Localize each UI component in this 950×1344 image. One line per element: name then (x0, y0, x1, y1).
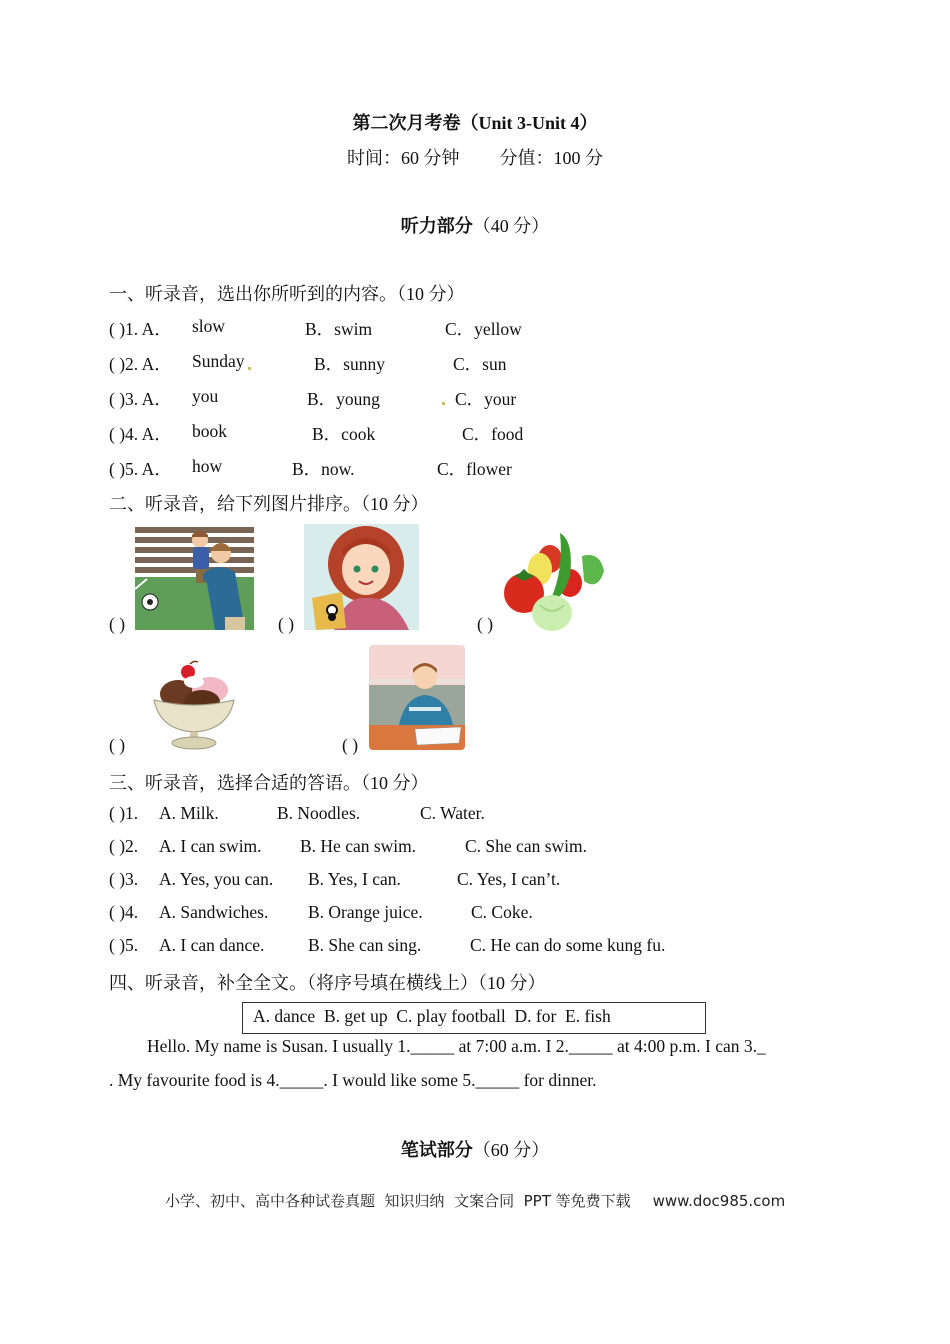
question-number: ( )3. (109, 869, 139, 889)
option-a: A. I can dance. (159, 935, 265, 955)
answer-paren: ( ) (109, 735, 126, 755)
option-c: C. Coke. (471, 902, 533, 922)
part1-heading: 一、听录音，选出你所听到的内容。（10 分） (109, 284, 465, 304)
written-section-heading: 笔试部分（60 分） (400, 1140, 550, 1160)
answer-paren: ( ) (342, 735, 359, 755)
option-b: B. Yes, I can. (308, 869, 401, 889)
option-a: slow (192, 316, 226, 336)
option-a: A. Sandwiches. (159, 902, 269, 922)
question-number: ( )5. A． (109, 459, 172, 479)
picture-vegetables (500, 521, 606, 631)
question-number: ( )5. (109, 935, 139, 955)
answer-paren: ( ) (278, 614, 295, 634)
option-a: A. Yes, you can. (159, 869, 274, 889)
answer-paren: ( ) (477, 614, 494, 634)
part4-heading: 四、听录音，补全全文。（将序号填在横线上）（10 分） (109, 973, 546, 993)
option-b: B. Noodles. (277, 803, 361, 823)
question-number: ( )2. (109, 836, 139, 856)
option-b: B．cook (312, 424, 376, 444)
option-b: B．young (307, 389, 380, 409)
picture-ice-cream (150, 660, 238, 750)
exam-info (0, 144, 950, 170)
stray-mark (248, 367, 251, 370)
option-c: C．food (462, 424, 524, 444)
question-number: ( )1. (109, 803, 139, 823)
page-title: 第二次月考卷（Unit 3-Unit 4） (352, 113, 598, 133)
exam-time: 时间：60 分钟 (347, 148, 460, 168)
word-bank-text: A. dance B. get up C. play football D. for E. fish (253, 1006, 611, 1026)
question-number: ( )3. A． (109, 389, 172, 409)
listening-section-heading: 听力部分（40 分） (400, 216, 550, 236)
picture-boy-writing (369, 645, 465, 750)
option-b: B．swim (305, 319, 373, 339)
word-bank-box (242, 1002, 706, 1034)
footer-url[interactable]: www.doc985.com (652, 1192, 786, 1210)
stray-mark (442, 402, 445, 405)
option-b: B. Orange juice. (308, 902, 423, 922)
option-c: C. She can swim. (465, 836, 588, 856)
option-c: C．your (455, 389, 517, 409)
question-number: ( )1. A． (109, 319, 172, 339)
part2-heading: 二、听录音，给下列图片排序。（10 分） (109, 494, 429, 514)
question-number: ( )2. A． (109, 354, 172, 374)
passage-line-2: . My favourite food is 4._____. I would like some 5._____ for dinner. (109, 1070, 597, 1090)
option-c: C. Yes, I can’t. (457, 869, 561, 889)
option-a: A. I can swim. (159, 836, 262, 856)
option-a: how (192, 456, 223, 476)
option-b: B．sunny (314, 354, 385, 374)
option-b: B．now. (292, 459, 355, 479)
option-a: book (192, 421, 227, 441)
option-a: Sunday (192, 351, 245, 371)
question-number: ( )4. (109, 902, 139, 922)
option-a: A. Milk. (159, 803, 219, 823)
option-c: C．yellow (445, 319, 522, 339)
option-c: C．sun (453, 354, 507, 374)
passage-line-1: Hello. My name is Susan. I usually 1._____ at 7:00 a.m. I 2._____ at 4:00 p.m. I can 3._ (147, 1036, 766, 1056)
picture-father-son-football (135, 527, 254, 630)
option-c: C. He can do some kung fu. (470, 935, 666, 955)
footer (165, 1190, 785, 1211)
option-a: you (192, 386, 219, 406)
exam-score: 分值：100 分 (499, 148, 603, 168)
option-b: B. He can swim. (300, 836, 417, 856)
picture-girl-reading (304, 524, 419, 630)
option-b: B. She can sing. (308, 935, 422, 955)
question-number: ( )4. A． (109, 424, 172, 444)
answer-paren: ( ) (109, 614, 126, 634)
part3-heading: 三、听录音，选择合适的答语。（10 分） (109, 773, 429, 793)
option-c: C. Water. (420, 803, 485, 823)
option-c: C．flower (437, 459, 512, 479)
footer-text: 小学、初中、高中各种试卷真题 知识归纳 文案合同 PPT 等免费下载 (165, 1192, 631, 1210)
